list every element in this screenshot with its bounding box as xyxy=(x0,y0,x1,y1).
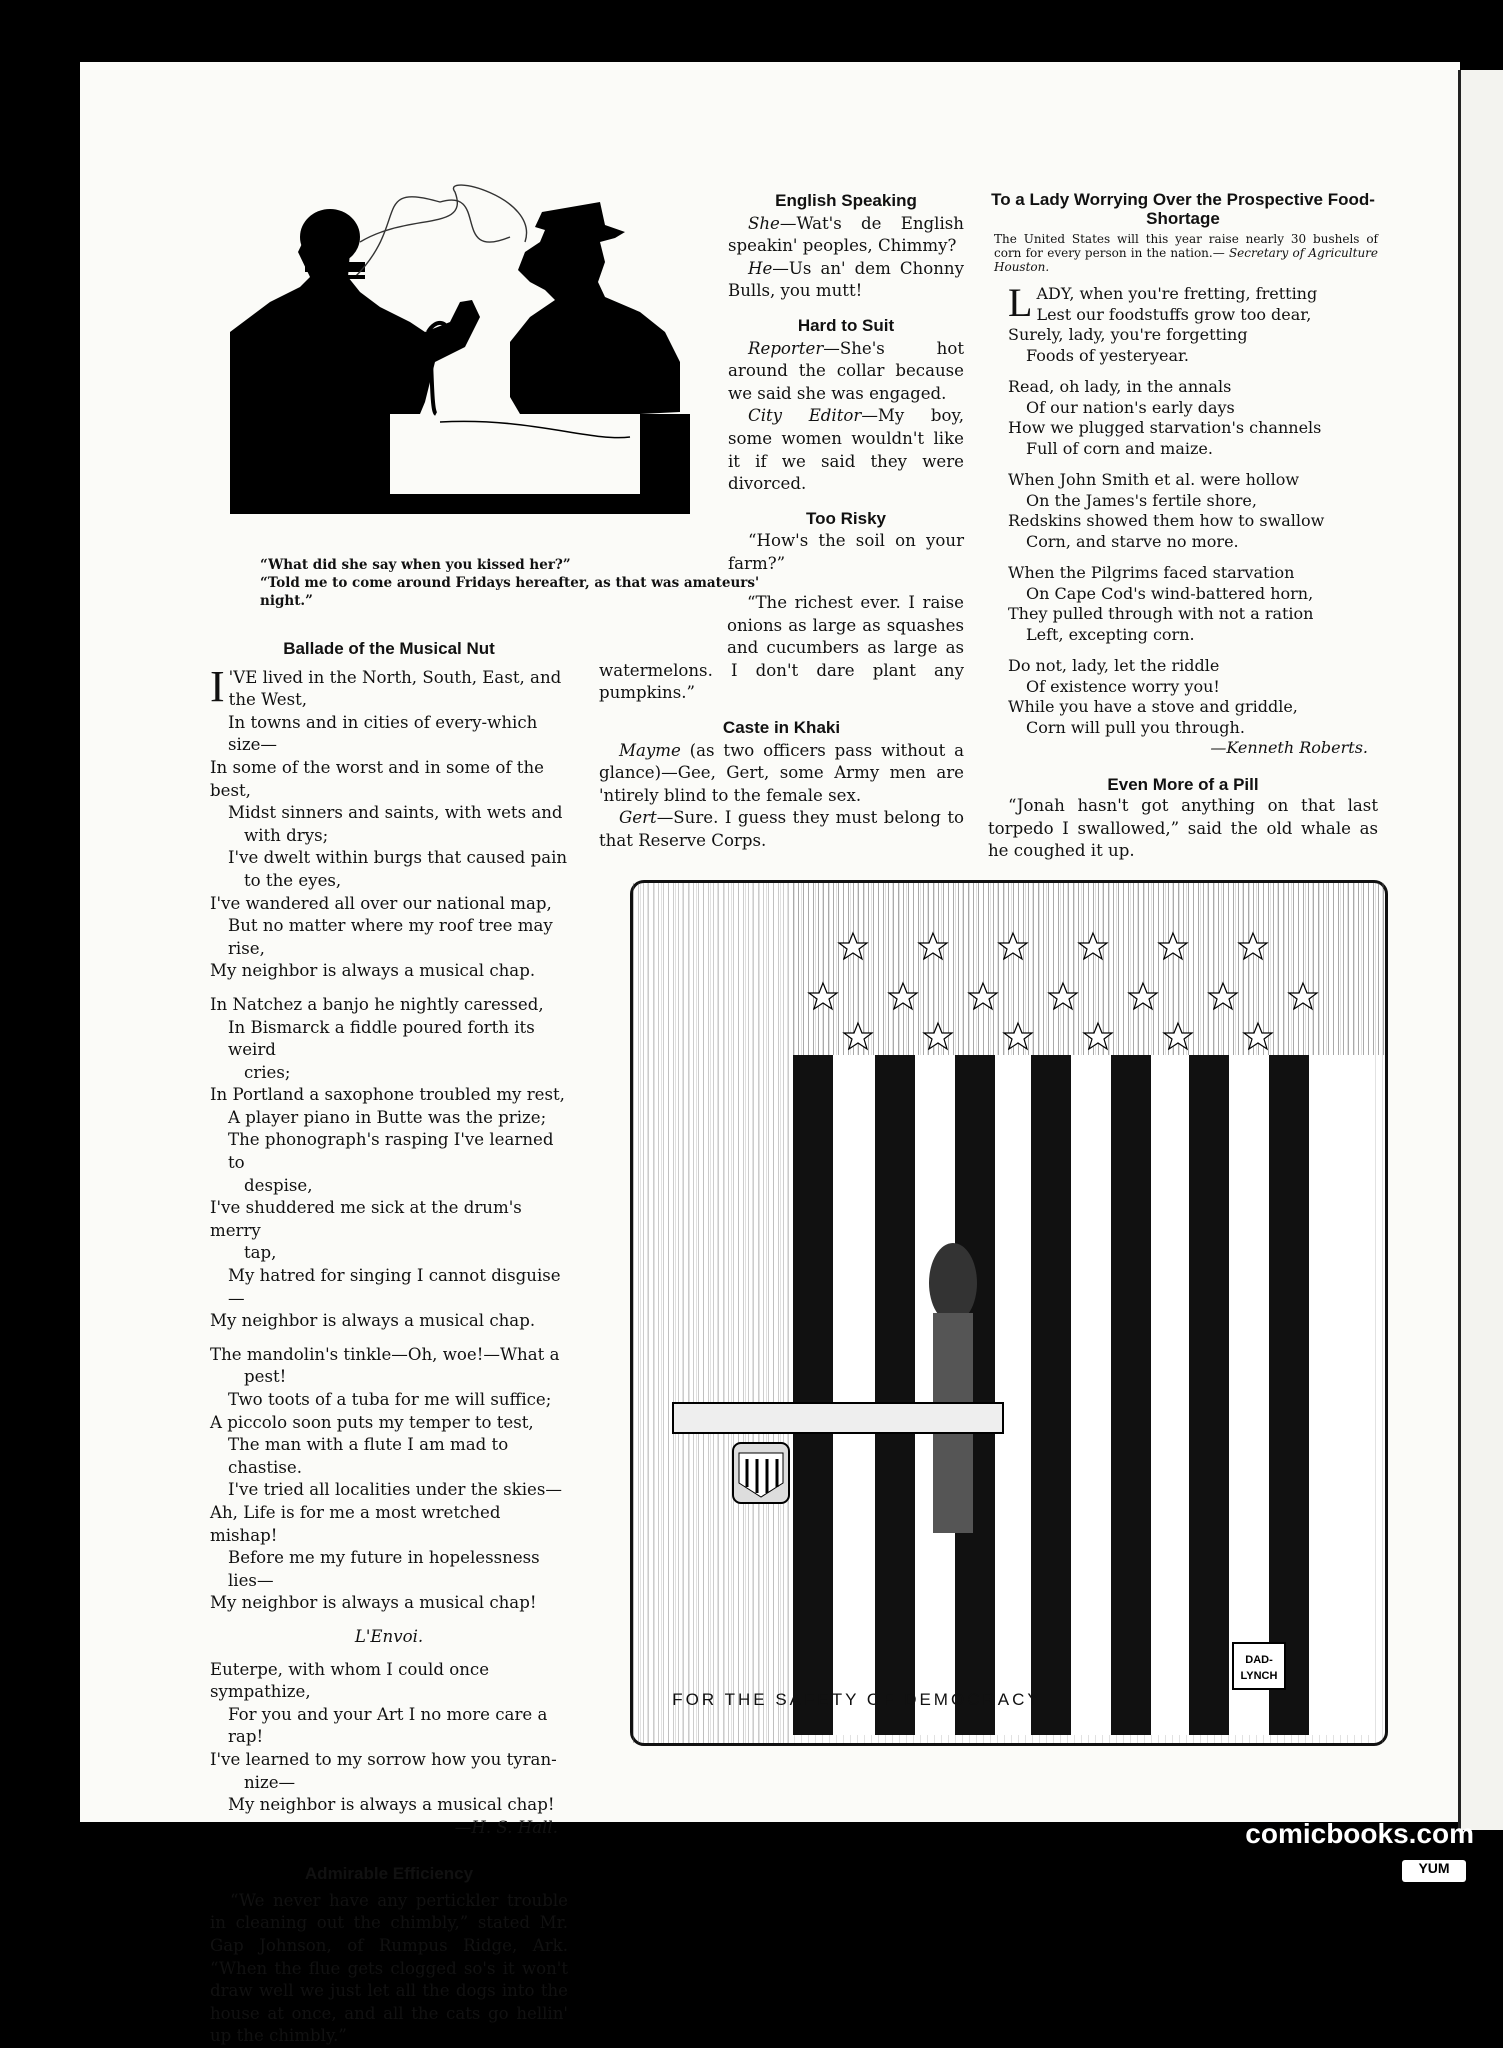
verse-line: Euterpe, with whom I could once sympathize, xyxy=(210,1659,490,1702)
verse-line: I've dwelt within burgs that caused pain xyxy=(228,848,568,868)
caption-line-1: “What did she say when you kissed her?” xyxy=(260,557,571,573)
dialogue: —Sure. I guess they must belong to that Reserve Corps. xyxy=(599,808,964,850)
verse-line: The phonograph's rasping I've learned to xyxy=(228,1130,554,1173)
envoi-title: L'Envoi. xyxy=(354,1626,424,1646)
verse-line: My hatred for singing I cannot disguise— xyxy=(228,1266,561,1308)
speaker: Reporter xyxy=(748,338,824,358)
verse-line: In some of the worst and in some of the best, xyxy=(210,757,544,800)
speaker: He xyxy=(748,258,773,278)
verse-line: My neighbor is always a musical chap. xyxy=(210,1311,536,1331)
middle-column xyxy=(728,190,964,576)
verse-line: I've tried all localities under the skies— xyxy=(228,1480,562,1500)
ballade-column xyxy=(210,638,568,2048)
verse-line: They pulled through with not a ration xyxy=(1008,604,1314,623)
verse-line: Surely, lady, you're forgetting xyxy=(1008,325,1248,344)
verse-line: I've learned to my sorrow how you tyran- xyxy=(210,1749,557,1769)
risky-p1: “How's the soil on your farm?” xyxy=(728,531,964,573)
verse-line: Corn, and starve no more. xyxy=(1026,531,1239,551)
verse-line: ADY, when you're fretting, fretting xyxy=(1036,284,1318,303)
lady-signature: —Kenneth Roberts. xyxy=(1210,738,1368,757)
hard-title: Hard to Suit xyxy=(797,315,895,335)
verse-line: tap, xyxy=(244,1243,277,1263)
bars-cartoon-caption: FOR THE SAFETY OF DEMOCRACY xyxy=(672,1690,1042,1709)
lady-stanza-5 xyxy=(988,656,1378,738)
verse-line: Full of corn and maize. xyxy=(1026,438,1213,458)
dialogue: —My boy, some women wouldn't like it if we said they were divorced. xyxy=(728,406,964,494)
silhouette-cartoon xyxy=(210,182,710,522)
caption-line-2: “Told me to come around Fridays hereafter, as that was amateurs' night.” xyxy=(260,575,760,609)
verse-line: Two toots of a tuba for me will suffice; xyxy=(228,1390,552,1409)
khaki-line-1 xyxy=(599,740,964,808)
hard-line-1 xyxy=(728,338,964,406)
english-title: English Speaking xyxy=(775,191,917,210)
lady-dropcap: L xyxy=(1008,280,1033,325)
lady-stanza-2 xyxy=(988,377,1378,459)
verse-line: Foods of yesteryear. xyxy=(1026,345,1189,365)
verse-line: My neighbor is always a musical chap! xyxy=(210,1593,537,1613)
verse-line: Do not, lady, let the riddle xyxy=(1008,656,1220,675)
dialogue: —Us an' dem Chonny Bulls, you mutt! xyxy=(728,258,964,301)
verse-line: When the Pilgrims faced starvation xyxy=(1008,563,1295,582)
verse-line: My neighbor is always a musical chap. xyxy=(210,961,536,981)
dialogue: —Wat's de English speakin' peoples, Chimmy? xyxy=(728,213,964,256)
silhouette-illustration xyxy=(210,182,710,522)
verse-line: 'VE lived in the North, South, East, and xyxy=(228,667,562,687)
verse-line: Ah, Life is for me a most wretched mishap! xyxy=(210,1502,501,1545)
svg-text:LYNCH: LYNCH xyxy=(1240,1670,1278,1682)
verse-line: Midst sinners and saints, with wets and xyxy=(228,803,563,823)
svg-text:DAD-: DAD- xyxy=(1245,1654,1273,1666)
verse-line: In towns and in cities of every-which size— xyxy=(228,712,538,755)
ballade-stanza-2 xyxy=(210,994,568,1333)
prison-gate-illustration xyxy=(633,883,1385,1743)
verse-line: Of existence worry you! xyxy=(1026,676,1220,696)
dialogue: —She's hot around the collar because we said she was engaged. xyxy=(728,338,964,403)
right-column xyxy=(988,190,1378,863)
verse-line: Lest our foodstuffs grow too dear, xyxy=(1036,304,1312,324)
efficiency-text: “We never have any pertickler trouble in cleaning out the chimbly,” stated Mr. Gap Johnson, of Rumpus Ridge, Ark. “When the flue gets clogged so's it won't draw well we just let all the dogs into the house at once, and all the cats go hellin' up the chimbly.” xyxy=(210,1890,568,2046)
verse-line: to the eyes, xyxy=(244,870,342,890)
verse-line: How we plugged starvation's channels xyxy=(1008,418,1322,437)
verse-line: The mandolin's tinkle—Oh, woe!—What a xyxy=(210,1344,560,1364)
verse-line: On the James's fertile shore, xyxy=(1026,490,1257,510)
lady-stanza-4 xyxy=(988,563,1378,645)
lady-title: To a Lady Worrying Over the Prospective Food-Shortage xyxy=(991,190,1375,228)
pill-text: “Jonah hasn't got anything on that last torpedo I swallowed,” said the old whale as he coughed it up. xyxy=(988,796,1378,861)
middle-lower-column xyxy=(599,592,964,853)
corner-tab: YUM xyxy=(1402,1860,1466,1882)
verse-line: The man with a flute I am mad to chastise. xyxy=(228,1435,509,1477)
cartoon-overlap-space xyxy=(599,592,727,638)
ballade-dropcap: I xyxy=(210,661,225,711)
english-line-2 xyxy=(728,258,964,303)
watermark: comicbooks.com xyxy=(1245,1818,1474,1849)
verse-line: But no matter where my roof tree may rise, xyxy=(228,916,553,958)
verse-line: In Portland a saxophone troubled my rest, xyxy=(210,1085,565,1105)
verse-line: I've shuddered me sick at the drum's merry xyxy=(210,1198,522,1240)
verse-line: For you and your Art I no more care a rap! xyxy=(228,1704,548,1747)
ballade-stanza-3 xyxy=(210,1344,568,1615)
verse-line: When John Smith et al. were hollow xyxy=(1008,470,1300,489)
speaker: She xyxy=(748,213,780,233)
lady-stanza-1 xyxy=(988,280,1378,366)
verse-line: A piccolo soon puts my temper to test, xyxy=(210,1412,534,1432)
english-line-1 xyxy=(728,213,964,258)
verse-line: nize— xyxy=(244,1772,296,1792)
verse-line: Before me my future in hopelessness lies— xyxy=(228,1548,540,1590)
epigraph-text: The United States will this year raise nearly 30 bushels of corn for every person in the nation.— xyxy=(994,232,1378,260)
verse-line: While you have a stove and griddle, xyxy=(1008,697,1298,716)
lady-epigraph xyxy=(988,232,1378,274)
verse-line: the West, xyxy=(228,690,308,710)
verse-line: My neighbor is always a musical chap! xyxy=(228,1795,555,1815)
verse-line: On Cape Cod's wind-battered horn, xyxy=(1026,583,1314,603)
lady-stanza-3 xyxy=(988,470,1378,552)
khaki-line-2 xyxy=(599,807,964,852)
risky-p2: “The richest ever. I raise onions as large as squashes and cucumbers as large as watermelons. I don't dare plant any pumpkins.” xyxy=(599,593,964,703)
verse-line: Of our nation's early days xyxy=(1026,397,1235,417)
verse-line: despise, xyxy=(244,1175,313,1195)
speaker: City Editor xyxy=(748,406,862,426)
verse-line: In Natchez a banjo he nightly caressed, xyxy=(210,994,544,1014)
verse-line: Read, oh lady, in the annals xyxy=(1008,377,1232,396)
ballade-stanza-1 xyxy=(210,661,568,983)
facing-page-edge xyxy=(1458,70,1503,1830)
bars-cartoon xyxy=(630,880,1388,1746)
verse-line: In Bismarck a fiddle poured forth its weird xyxy=(228,1017,535,1060)
verse-line: Redskins showed them how to swallow xyxy=(1008,511,1325,530)
khaki-title: Caste in Khaki xyxy=(722,717,841,737)
verse-line: Left, excepting corn. xyxy=(1026,624,1195,644)
speaker: Gert xyxy=(619,808,657,828)
dialogue: (as two officers pass without a glance)—Gee, Gert, some Army men are 'ntirely blind to the female sex. xyxy=(599,740,964,805)
hard-line-2 xyxy=(728,405,964,495)
pill-title: Even More of a Pill xyxy=(1107,774,1259,794)
verse-line: Corn will pull you through. xyxy=(1026,717,1245,737)
verse-line: cries; xyxy=(244,1062,291,1082)
ballade-title: Ballade of the Musical Nut xyxy=(283,639,495,658)
speaker: Mayme xyxy=(619,740,681,760)
epigraph-source: Secretary of Agriculture Houston. xyxy=(994,246,1379,274)
verse-line: with drys; xyxy=(244,825,329,845)
verse-line: I've wandered all over our national map, xyxy=(210,893,552,913)
risky-title: Too Risky xyxy=(806,508,886,528)
ballade-signature: —H. S. Hall. xyxy=(454,1817,558,1837)
efficiency-title: Admirable Efficiency xyxy=(304,1864,474,1884)
verse-line: A player piano in Butte was the prize; xyxy=(228,1107,547,1127)
verse-line: pest! xyxy=(244,1367,287,1387)
ballade-envoi xyxy=(210,1659,568,1817)
